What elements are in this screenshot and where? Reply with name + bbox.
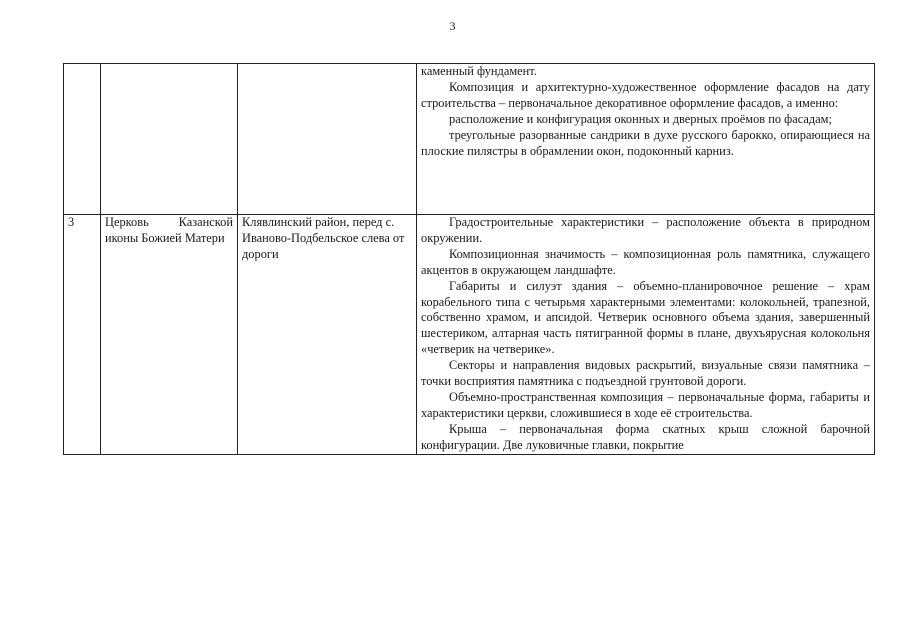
page-number: 3 (449, 19, 456, 33)
description-paragraph: Композиционная значимость – композиционная роль памятника, служащего акцентов в окружающем ландшафте. (421, 246, 870, 277)
description-paragraph: Крыша – первоначальная форма скатных крыш сложной барочной конфигурации. Две луковичные главки, покрытие (421, 421, 870, 452)
object-name-cell (101, 64, 238, 215)
description-paragraph: Габариты и силуэт здания – объемно-планировочное решение – храм корабельного типа с четырьмя характерными элементами: колокольней, трапезной, собственно храмом, и апсидой. Четверик основного объема здания, завершенный шестериком, алтарная часть пятигранной формы в плане, двухъярусная колокольня «четверик на четверике». (421, 278, 870, 357)
description-paragraph: Объемно-пространственная композиция – первоначальные форма, габариты и характеристики церкви, сложившиеся в ходе её строительства. (421, 389, 870, 420)
object-name-cell (101, 215, 238, 455)
description-paragraph: расположение и конфигурация оконных и дверных проёмов по фасадам; (449, 111, 832, 126)
table-row (64, 64, 875, 215)
table-row (64, 215, 875, 455)
description-paragraph: Секторы и направления видовых раскрытий, визуальные связи памятника – точки восприятия памятника с подъездной грунтовой дороги. (421, 358, 870, 389)
row-number-cell: 3 (64, 215, 101, 455)
location-cell (238, 64, 417, 215)
row-number-cell (64, 64, 101, 215)
description-cell (417, 215, 875, 455)
location-cell (238, 215, 417, 455)
description-cell (417, 64, 875, 215)
monuments-table (63, 63, 875, 455)
description-paragraph: Композиция и архитектурно-художественное оформление фасадов на дату строительства – первоначальное декоративное оформление фасадов, а именно: (421, 79, 870, 110)
description-paragraph: Градостроительные характеристики – расположение объекта в природном окружении. (421, 215, 870, 245)
object-name: Церковь Казанской иконы Божией Матери (105, 215, 233, 245)
description-paragraph: треугольные разорванные сандрики в духе русского барокко, опирающиеся на плоские пилястры в обрамлении окон, подоконный карниз. (421, 127, 870, 158)
object-location: Клявлинский район, перед с. Иваново-Подбельское слева от дороги (242, 215, 405, 261)
description-paragraph: каменный фундамент. (421, 64, 537, 78)
